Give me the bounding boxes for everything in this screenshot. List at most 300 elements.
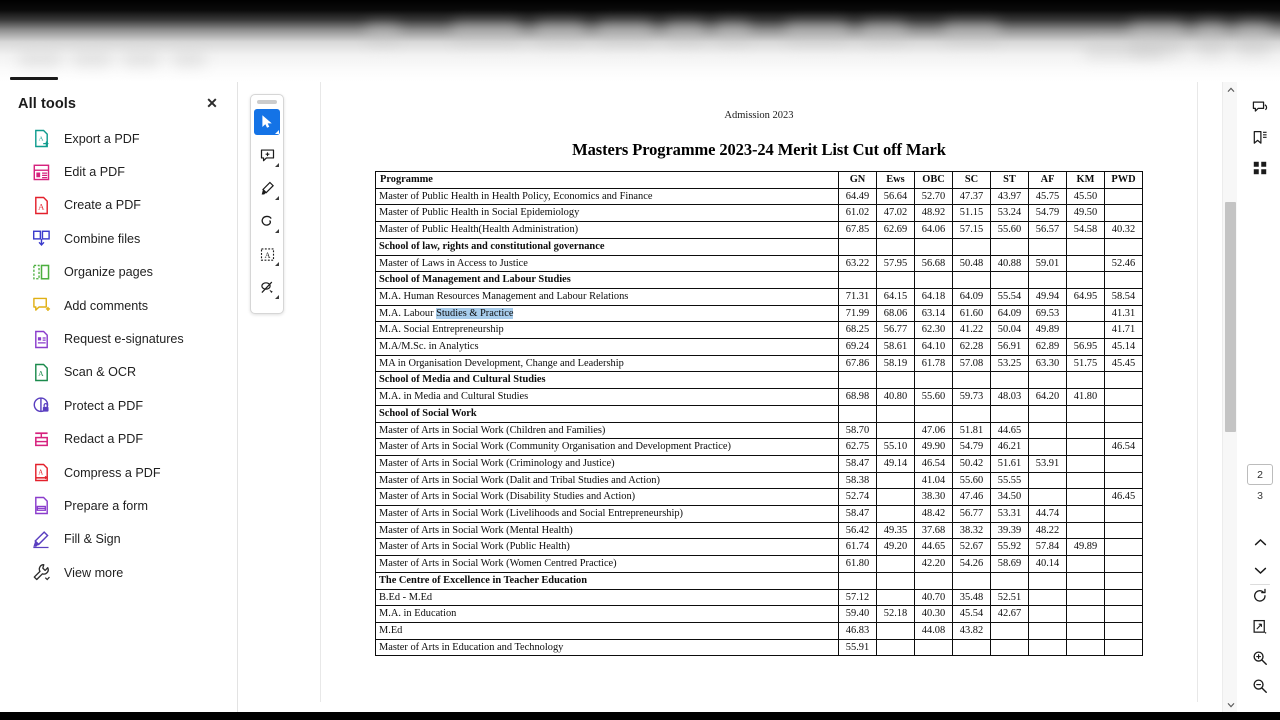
comments-panel-button[interactable] [1248,96,1272,120]
score-cell[interactable]: 39.39 [991,522,1029,539]
score-cell[interactable]: 56.42 [839,522,877,539]
programme-cell[interactable]: Master of Arts in Social Work (Public Health) [376,539,839,556]
score-cell[interactable]: 56.68 [915,255,953,272]
score-cell[interactable]: 35.48 [953,589,991,606]
score-cell[interactable] [1105,372,1143,389]
score-cell[interactable] [877,572,915,589]
programme-cell[interactable]: Master of Arts in Social Work (Dalit and Tribal Studies and Action) [376,472,839,489]
table-row[interactable] [376,422,1143,439]
score-cell[interactable]: 44.08 [915,622,953,639]
score-cell[interactable]: 44.65 [991,422,1029,439]
programme-cell[interactable]: Master of Arts in Social Work (Mental Health) [376,522,839,539]
score-cell[interactable]: 59.40 [839,606,877,623]
score-cell[interactable]: 64.06 [915,222,953,239]
score-cell[interactable]: 68.98 [839,389,877,406]
table-row[interactable] [376,255,1143,272]
table-row[interactable] [376,556,1143,573]
zoom-in-button[interactable] [1248,646,1272,670]
table-row[interactable] [376,188,1143,205]
score-cell[interactable]: 58.61 [877,339,915,356]
tool-item-create-a-pdf[interactable] [0,189,237,222]
score-cell[interactable]: 58.38 [839,472,877,489]
score-cell[interactable]: 46.45 [1105,489,1143,506]
score-cell[interactable]: 49.90 [915,439,953,456]
score-cell[interactable]: 68.25 [839,322,877,339]
score-cell[interactable]: 64.18 [915,288,953,305]
score-cell[interactable] [1067,455,1105,472]
score-cell[interactable] [991,639,1029,656]
score-cell[interactable] [1029,405,1067,422]
score-cell[interactable] [915,572,953,589]
score-cell[interactable]: 49.20 [877,539,915,556]
score-cell[interactable]: 40.70 [915,589,953,606]
score-cell[interactable]: 58.54 [1105,288,1143,305]
table-row[interactable] [376,472,1143,489]
score-cell[interactable]: 42.67 [991,606,1029,623]
signature-tool-button[interactable] [254,274,280,300]
score-cell[interactable]: 38.30 [915,489,953,506]
score-cell[interactable]: 58.19 [877,355,915,372]
programme-cell[interactable] [376,305,839,322]
score-cell[interactable]: 61.60 [953,305,991,322]
score-cell[interactable] [915,372,953,389]
score-cell[interactable] [877,589,915,606]
score-cell[interactable]: 57.95 [877,255,915,272]
table-row[interactable] [376,539,1143,556]
score-cell[interactable]: 55.91 [839,639,877,656]
score-cell[interactable]: 54.58 [1067,222,1105,239]
score-cell[interactable] [877,422,915,439]
programme-cell[interactable]: M.A. in Education [376,606,839,623]
score-cell[interactable] [839,372,877,389]
merit-list-table[interactable] [375,171,1143,656]
score-cell[interactable]: 58.47 [839,455,877,472]
school-heading-row[interactable] [376,238,1143,255]
next-page-button[interactable] [1248,558,1272,582]
score-cell[interactable]: 54.79 [1029,205,1067,222]
score-cell[interactable]: 57.15 [953,222,991,239]
table-row[interactable] [376,288,1143,305]
score-cell[interactable]: 62.69 [877,222,915,239]
score-cell[interactable]: 71.31 [839,288,877,305]
score-cell[interactable]: 63.30 [1029,355,1067,372]
score-cell[interactable]: 56.57 [1029,222,1067,239]
score-cell[interactable] [1105,205,1143,222]
score-cell[interactable] [1067,405,1105,422]
score-cell[interactable] [1029,238,1067,255]
score-cell[interactable] [1067,255,1105,272]
score-cell[interactable]: 37.68 [915,522,953,539]
score-cell[interactable] [953,405,991,422]
tool-item-prepare-a-form[interactable] [0,489,237,522]
score-cell[interactable] [877,472,915,489]
score-cell[interactable] [915,272,953,289]
table-row[interactable] [376,606,1143,623]
score-cell[interactable]: 45.45 [1105,355,1143,372]
score-cell[interactable]: 54.26 [953,556,991,573]
score-cell[interactable] [1067,622,1105,639]
score-cell[interactable]: 56.77 [953,506,991,523]
score-cell[interactable] [1067,372,1105,389]
score-cell[interactable]: 64.49 [839,188,877,205]
score-cell[interactable]: 47.37 [953,188,991,205]
score-cell[interactable] [915,238,953,255]
score-cell[interactable]: 55.60 [953,472,991,489]
fit-page-button[interactable] [1248,615,1272,639]
scroll-up-arrow[interactable] [1223,82,1238,97]
score-cell[interactable]: 41.71 [1105,322,1143,339]
score-cell[interactable]: 49.89 [1029,322,1067,339]
programme-cell[interactable]: M.Ed [376,622,839,639]
score-cell[interactable] [1067,422,1105,439]
draw-tool-button[interactable] [254,208,280,234]
sticky-note-tool-button[interactable] [254,142,280,168]
score-cell[interactable]: 47.02 [877,205,915,222]
score-cell[interactable]: 50.48 [953,255,991,272]
score-cell[interactable]: 62.89 [1029,339,1067,356]
score-cell[interactable]: 48.42 [915,506,953,523]
score-cell[interactable]: 51.81 [953,422,991,439]
school-heading-row[interactable] [376,405,1143,422]
zoom-out-button[interactable] [1248,674,1272,698]
score-cell[interactable]: 59.73 [953,389,991,406]
document-scrollbar[interactable] [1222,82,1237,712]
score-cell[interactable] [1029,606,1067,623]
score-cell[interactable]: 56.64 [877,188,915,205]
score-cell[interactable]: 56.95 [1067,339,1105,356]
score-cell[interactable] [1029,489,1067,506]
score-cell[interactable]: 40.32 [1105,222,1143,239]
programme-cell[interactable]: Master of Public Health(Health Administration) [376,222,839,239]
score-cell[interactable] [1029,622,1067,639]
score-cell[interactable]: 61.80 [839,556,877,573]
programme-cell[interactable]: Master of Laws in Access to Justice [376,255,839,272]
score-cell[interactable] [877,506,915,523]
pdf-page[interactable] [320,82,1198,702]
score-cell[interactable] [1105,606,1143,623]
score-cell[interactable]: 67.86 [839,355,877,372]
score-cell[interactable] [991,572,1029,589]
table-row[interactable] [376,506,1143,523]
score-cell[interactable]: 50.04 [991,322,1029,339]
table-row[interactable] [376,355,1143,372]
score-cell[interactable] [1029,272,1067,289]
score-cell[interactable]: 53.91 [1029,455,1067,472]
score-cell[interactable]: 45.50 [1067,188,1105,205]
score-cell[interactable]: 58.69 [991,556,1029,573]
tool-item-view-more[interactable] [0,556,237,589]
score-cell[interactable] [1067,322,1105,339]
close-icon[interactable]: ✕ [206,95,218,111]
score-cell[interactable]: 48.92 [915,205,953,222]
tool-item-scan-ocr[interactable] [0,356,237,389]
score-cell[interactable]: 46.54 [915,455,953,472]
select-tool-button[interactable] [254,109,280,135]
score-cell[interactable] [877,372,915,389]
table-row[interactable] [376,589,1143,606]
score-cell[interactable] [915,405,953,422]
programme-cell[interactable]: School of Management and Labour Studies [376,272,839,289]
score-cell[interactable] [877,489,915,506]
score-cell[interactable]: 55.10 [877,439,915,456]
programme-cell[interactable]: Master of Arts in Social Work (Criminology and Justice) [376,455,839,472]
score-cell[interactable] [1105,556,1143,573]
programme-cell[interactable]: Master of Arts in Social Work (Livelihoods and Social Entrepreneurship) [376,506,839,523]
score-cell[interactable] [1105,188,1143,205]
table-row[interactable] [376,305,1143,322]
school-heading-row[interactable] [376,372,1143,389]
score-cell[interactable]: 55.60 [991,222,1029,239]
score-cell[interactable]: 40.80 [877,389,915,406]
score-cell[interactable]: 56.77 [877,322,915,339]
score-cell[interactable] [1029,572,1067,589]
scroll-down-arrow[interactable] [1223,697,1238,712]
score-cell[interactable]: 40.88 [991,255,1029,272]
score-cell[interactable] [1029,439,1067,456]
score-cell[interactable]: 71.99 [839,305,877,322]
rotate-button[interactable] [1248,584,1272,608]
score-cell[interactable] [877,622,915,639]
score-cell[interactable]: 51.75 [1067,355,1105,372]
score-cell[interactable]: 44.74 [1029,506,1067,523]
score-cell[interactable]: 42.20 [915,556,953,573]
score-cell[interactable]: 43.97 [991,188,1029,205]
score-cell[interactable]: 58.70 [839,422,877,439]
programme-cell[interactable]: Master of Arts in Social Work (Women Centred Practice) [376,556,839,573]
programme-cell[interactable]: The Centre of Excellence in Teacher Education [376,572,839,589]
score-cell[interactable]: 51.15 [953,205,991,222]
score-cell[interactable] [1105,539,1143,556]
score-cell[interactable] [991,622,1029,639]
score-cell[interactable] [1105,472,1143,489]
score-cell[interactable] [1105,572,1143,589]
score-cell[interactable]: 46.54 [1105,439,1143,456]
toolbar-drag-handle[interactable] [257,100,277,104]
score-cell[interactable]: 64.20 [1029,389,1067,406]
score-cell[interactable] [1029,639,1067,656]
tool-item-compress-a-pdf[interactable] [0,456,237,489]
programme-cell[interactable]: M.A. Social Entrepreneurship [376,322,839,339]
score-cell[interactable] [1105,589,1143,606]
score-cell[interactable]: 49.50 [1067,205,1105,222]
programme-cell[interactable]: Master of Public Health in Health Policy, Economics and Finance [376,188,839,205]
score-cell[interactable] [953,238,991,255]
score-cell[interactable] [1105,506,1143,523]
table-row[interactable] [376,389,1143,406]
score-cell[interactable]: 40.14 [1029,556,1067,573]
table-row[interactable] [376,455,1143,472]
programme-cell[interactable]: School of Social Work [376,405,839,422]
score-cell[interactable] [953,639,991,656]
score-cell[interactable] [1067,472,1105,489]
score-cell[interactable]: 41.22 [953,322,991,339]
programme-cell[interactable]: School of law, rights and constitutional governance [376,238,839,255]
score-cell[interactable] [1105,422,1143,439]
score-cell[interactable]: 58.47 [839,506,877,523]
score-cell[interactable]: 41.31 [1105,305,1143,322]
score-cell[interactable] [1105,455,1143,472]
score-cell[interactable]: 64.15 [877,288,915,305]
score-cell[interactable] [991,405,1029,422]
score-cell[interactable]: 46.83 [839,622,877,639]
score-cell[interactable]: 52.67 [953,539,991,556]
score-cell[interactable]: 55.55 [991,472,1029,489]
score-cell[interactable]: 61.78 [915,355,953,372]
score-cell[interactable]: 64.10 [915,339,953,356]
table-row[interactable] [376,622,1143,639]
tool-item-edit-a-pdf[interactable] [0,155,237,188]
score-cell[interactable] [1067,522,1105,539]
score-cell[interactable]: 53.24 [991,205,1029,222]
score-cell[interactable]: 41.04 [915,472,953,489]
programme-cell[interactable]: Master of Public Health in Social Epidemiology [376,205,839,222]
score-cell[interactable] [1029,472,1067,489]
score-cell[interactable]: 61.74 [839,539,877,556]
score-cell[interactable]: 64.09 [991,305,1029,322]
score-cell[interactable] [1105,389,1143,406]
score-cell[interactable]: 43.82 [953,622,991,639]
document-viewport[interactable] [310,82,1215,712]
score-cell[interactable]: 52.18 [877,606,915,623]
score-cell[interactable] [1067,272,1105,289]
score-cell[interactable] [877,556,915,573]
score-cell[interactable] [1029,422,1067,439]
score-cell[interactable] [1067,572,1105,589]
score-cell[interactable] [1067,489,1105,506]
score-cell[interactable] [1105,639,1143,656]
programme-cell[interactable]: M.A. in Media and Cultural Studies [376,389,839,406]
table-row[interactable] [376,339,1143,356]
score-cell[interactable] [1105,522,1143,539]
score-cell[interactable]: 51.61 [991,455,1029,472]
tool-item-protect-a-pdf[interactable] [0,389,237,422]
score-cell[interactable] [839,238,877,255]
programme-cell[interactable]: Master of Arts in Social Work (Children and Families) [376,422,839,439]
tool-item-add-comments[interactable] [0,289,237,322]
score-cell[interactable]: 48.03 [991,389,1029,406]
score-cell[interactable]: 52.46 [1105,255,1143,272]
programme-cell[interactable]: School of Media and Cultural Studies [376,372,839,389]
score-cell[interactable]: 45.75 [1029,188,1067,205]
score-cell[interactable]: 46.21 [991,439,1029,456]
programme-cell[interactable]: MA in Organisation Development, Change and Leadership [376,355,839,372]
previous-page-button[interactable] [1248,530,1272,554]
score-cell[interactable]: 56.91 [991,339,1029,356]
score-cell[interactable]: 49.35 [877,522,915,539]
score-cell[interactable] [1105,272,1143,289]
score-cell[interactable]: 57.84 [1029,539,1067,556]
score-cell[interactable] [1105,622,1143,639]
score-cell[interactable] [1067,589,1105,606]
score-cell[interactable]: 45.54 [953,606,991,623]
score-cell[interactable]: 57.08 [953,355,991,372]
score-cell[interactable]: 68.06 [877,305,915,322]
score-cell[interactable] [1067,305,1105,322]
table-row[interactable] [376,522,1143,539]
score-cell[interactable] [1067,639,1105,656]
score-cell[interactable]: 52.51 [991,589,1029,606]
score-cell[interactable] [877,272,915,289]
score-cell[interactable] [1067,606,1105,623]
score-cell[interactable]: 50.42 [953,455,991,472]
table-row[interactable] [376,205,1143,222]
score-cell[interactable] [1067,506,1105,523]
school-heading-row[interactable] [376,572,1143,589]
table-row[interactable] [376,222,1143,239]
score-cell[interactable]: 63.14 [915,305,953,322]
score-cell[interactable]: 48.22 [1029,522,1067,539]
score-cell[interactable] [839,272,877,289]
score-cell[interactable]: 64.95 [1067,288,1105,305]
score-cell[interactable]: 34.50 [991,489,1029,506]
text-box-tool-button[interactable] [254,241,280,267]
tool-item-request-e-signatures[interactable] [0,322,237,355]
score-cell[interactable]: 64.09 [953,288,991,305]
table-row[interactable] [376,322,1143,339]
tool-item-fill-sign[interactable] [0,523,237,556]
score-cell[interactable]: 54.79 [953,439,991,456]
score-cell[interactable]: 40.30 [915,606,953,623]
score-cell[interactable] [1067,238,1105,255]
tool-item-redact-a-pdf[interactable] [0,423,237,456]
score-cell[interactable] [953,272,991,289]
score-cell[interactable] [915,639,953,656]
score-cell[interactable]: 41.80 [1067,389,1105,406]
score-cell[interactable]: 61.02 [839,205,877,222]
score-cell[interactable]: 38.32 [953,522,991,539]
score-cell[interactable]: 53.25 [991,355,1029,372]
score-cell[interactable]: 62.75 [839,439,877,456]
score-cell[interactable]: 44.65 [915,539,953,556]
score-cell[interactable]: 49.89 [1067,539,1105,556]
score-cell[interactable]: 67.85 [839,222,877,239]
score-cell[interactable] [1067,439,1105,456]
bookmarks-panel-button[interactable] [1248,126,1272,150]
score-cell[interactable]: 62.28 [953,339,991,356]
score-cell[interactable]: 55.60 [915,389,953,406]
score-cell[interactable] [877,238,915,255]
table-row[interactable] [376,639,1143,656]
score-cell[interactable] [1067,556,1105,573]
tool-item-organize-pages[interactable] [0,256,237,289]
score-cell[interactable]: 45.14 [1105,339,1143,356]
tool-item-export-a-pdf[interactable] [0,122,237,155]
school-heading-row[interactable] [376,272,1143,289]
score-cell[interactable]: 49.14 [877,455,915,472]
score-cell[interactable]: 57.12 [839,589,877,606]
programme-cell[interactable]: Master of Arts in Social Work (Disability Studies and Action) [376,489,839,506]
score-cell[interactable] [991,272,1029,289]
score-cell[interactable]: 69.24 [839,339,877,356]
score-cell[interactable]: 69.53 [1029,305,1067,322]
highlighter-tool-button[interactable] [254,175,280,201]
table-row[interactable] [376,489,1143,506]
score-cell[interactable] [1029,589,1067,606]
table-row[interactable] [376,439,1143,456]
score-cell[interactable] [1105,238,1143,255]
score-cell[interactable]: 49.94 [1029,288,1067,305]
text-selection-highlight[interactable]: Studies & Practice [436,307,514,319]
programme-cell[interactable]: Master of Arts in Education and Technology [376,639,839,656]
score-cell[interactable]: 47.06 [915,422,953,439]
score-cell[interactable]: 52.70 [915,188,953,205]
programme-cell[interactable]: M.A/M.Sc. in Analytics [376,339,839,356]
score-cell[interactable] [991,372,1029,389]
score-cell[interactable]: 55.54 [991,288,1029,305]
score-cell[interactable]: 59.01 [1029,255,1067,272]
score-cell[interactable]: 53.31 [991,506,1029,523]
score-cell[interactable]: 62.30 [915,322,953,339]
